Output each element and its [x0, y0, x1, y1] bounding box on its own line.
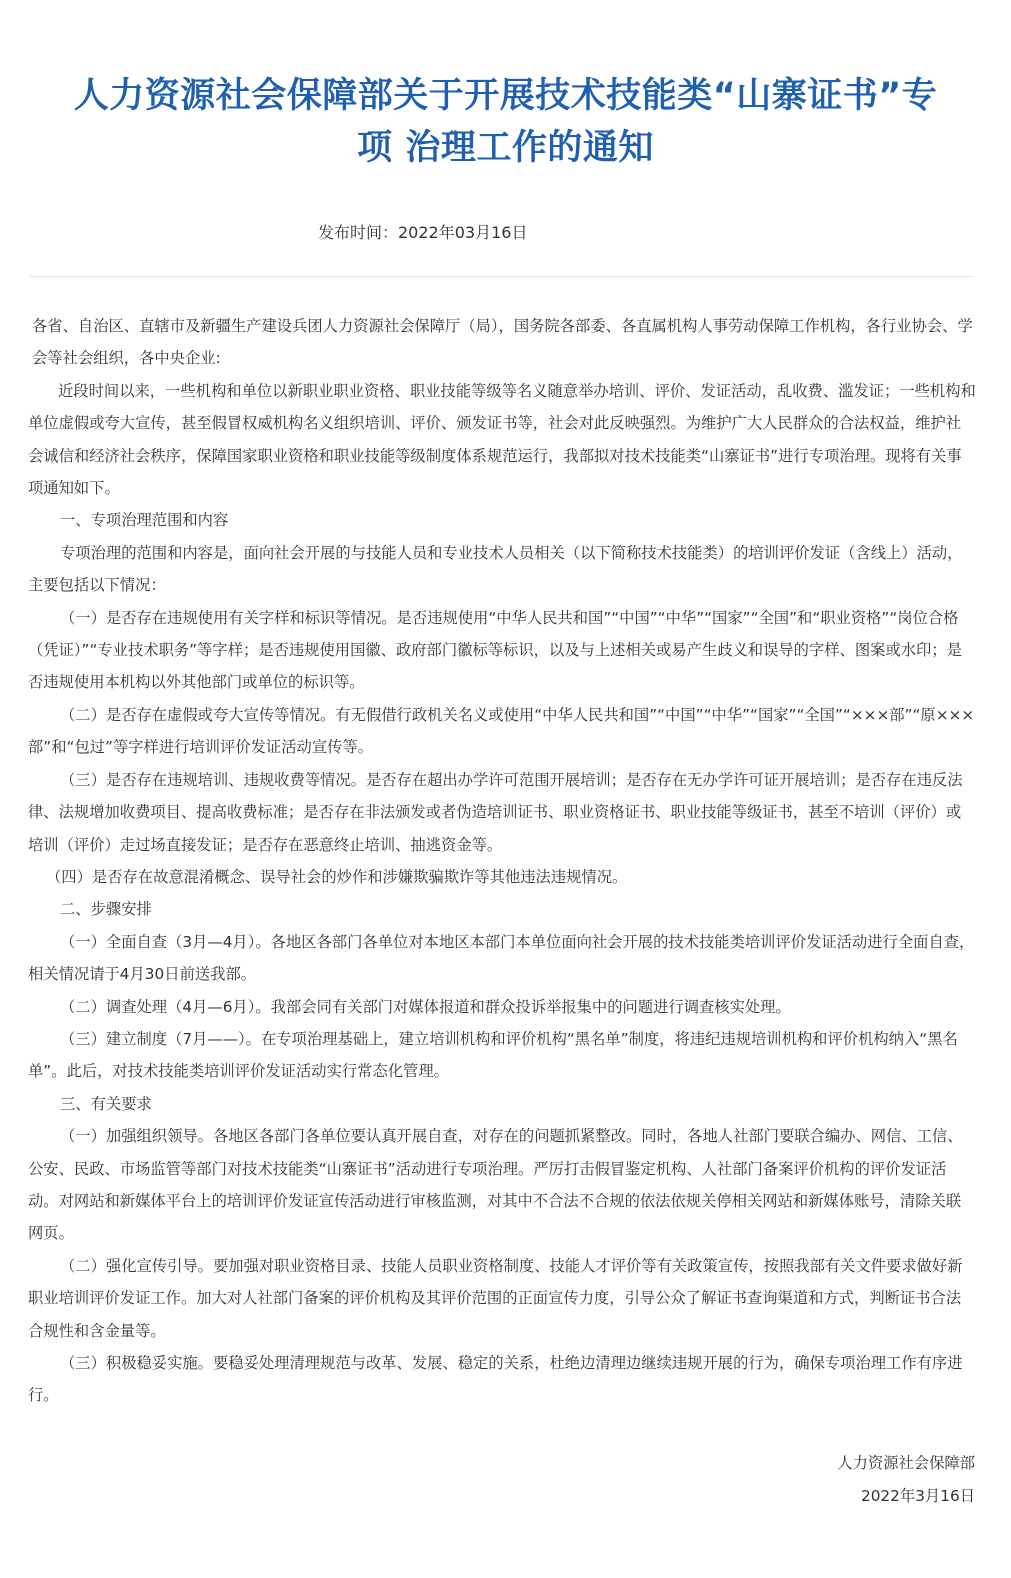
step-item-1: （一）全面自查（3月—4月）。各地区各部门各单位对本地区本部门本单位面向社会开展的技术技能类培训评价发证活动进行全面自查，相关情况请于4月30日前送我部。 — [28, 932, 975, 984]
title-line-2: 项 治理工作的通知 — [357, 128, 654, 168]
scope-item-2: （二）是否存在虚假或夸大宣传等情况。有无假借行政机关名义或使用“中华人民共和国”“中国”“中华”“国家”“全国”“×××部”“原×××部”和“包过”等字样进行培训评价发证活动宣传等。 — [28, 705, 975, 757]
document-body — [28, 310, 976, 1412]
scope-item-3: （三）是否存在违规培训、违规收费等情况。是否存在超出办学许可范围开展培训；是否存在无办学许可证开展培训；是否存在违反法律、法规增加收费项目、提高收费标准；是否存在非法颁发或者伪造培训证书、职业资格证书、职业技能等级证书，甚至不培训（评价）或培训（评价）走过场直接发证；是否存在恶意终止培训、抽逃资金等。 — [28, 770, 963, 854]
document-title — [20, 70, 991, 174]
divider — [30, 276, 973, 277]
intro-paragraph: 近段时间以来，一些机构和单位以新职业职业资格、职业技能等级等名义随意举办培训、评价、发证活动，乱收费、滥发证；一些机构和单位虚假或夸大宣传，甚至假冒权威机构名义组织培训、评价、颁发证书等，社会对此反映强烈。为维护广大人民群众的合法权益，维护社会诚信和经济社会秩序，保障国家职业资格和职业技能等级制度体系规范运行，我部拟对技术技能类“山寨证书”进行专项治理。现将有关事项通知如下。 — [28, 381, 976, 498]
title-line-1: 人力资源社会保障部关于开展技术技能类“山寨证书”专 — [73, 76, 938, 116]
signature-org: 人力资源社会保障部 — [837, 1454, 975, 1472]
publish-date: 发布时间：2022年03月16日 — [318, 223, 528, 242]
step-item-2: （二）调查处理（4月—6月）。我部会同有关部门对媒体报道和群众投诉举报集中的问题进行调查核实处理。 — [60, 997, 791, 1016]
scope-item-4: （四）是否存在故意混淆概念、误导社会的炒作和涉嫌欺骗欺诈等其他违法违规情况。 — [46, 867, 628, 886]
requirement-item-2: （二）强化宣传引导。要加强对职业资格目录、技能人员职业资格制度、技能人才评价等有关政策宣传，按照我部有关文件要求做好新职业培训评价发证工作。加大对人社部门备案的评价机构及其评价范围的正面宣传力度，引导公众了解证书查询渠道和方式，判断证书合法合规性和含金量等。 — [28, 1256, 963, 1340]
step-item-3: （三）建立制度（7月——）。在专项治理基础上，建立培训机构和评价机构“黑名单”制度，将违纪违规培训机构和评价机构纳入“黑名单”。此后，对技术技能类培训评价发证活动实行常态化管理。 — [28, 1029, 958, 1081]
section-heading-2: 二、步骤安排 — [60, 900, 152, 919]
signature-date: 2022年3月16日 — [860, 1487, 975, 1505]
scope-item-1: （一）是否存在违规使用有关字样和标识等情况。是否违规使用“中华人民共和国”“中国”“中华”“国家”“全国”和“职业资格”“岗位合格（凭证）”“专业技术职务”等字样；是否违规使用国徽、政府部门徽标等标识，以及与上述相关或易产生歧义和误导的字样、图案或水印；是否违规使用本机构以外其他部门或单位的标识等。 — [28, 608, 962, 692]
requirement-item-1: （一）加强组织领导。各地区各部门各单位要认真开展自查，对存在的问题抓紧整改。同时，各地人社部门要联合编办、网信、工信、公安、民政、市场监管等部门对技术技能类“山寨证书”活动进行专项治理。严厉打击假冒鉴定机构、人社部门备案评价机构的评价发证活动。对网站和新媒体平台上的培训评价发证宣传活动进行审核监测，对其中不合法不合规的依法依规关停相关网站和新媒体账号，清除关联网页。 — [28, 1127, 963, 1243]
scope-paragraph: 专项治理的范围和内容是，面向社会开展的与技能人员和专业技术人员相关（以下简称技术技能类）的培训评价发证（含线上）活动，主要包括以下情况： — [28, 543, 963, 595]
section-heading-3: 三、有关要求 — [60, 1094, 152, 1113]
addressee-paragraph: 各省、自治区、直辖市及新疆生产建设兵团人力资源社会保障厅（局），国务院各部委、各直属机构人事劳动保障工作机构，各行业协会、学会等社会组织，各中央企业: — [32, 317, 973, 368]
requirement-item-3: （三）积极稳妥实施。要稳妥处理清理规范与改革、发展、稳定的关系，杜绝边清理边继续违规开展的行为，确保专项治理工作有序进行。 — [28, 1354, 963, 1405]
section-heading-1: 一、专项治理范围和内容 — [60, 511, 229, 530]
